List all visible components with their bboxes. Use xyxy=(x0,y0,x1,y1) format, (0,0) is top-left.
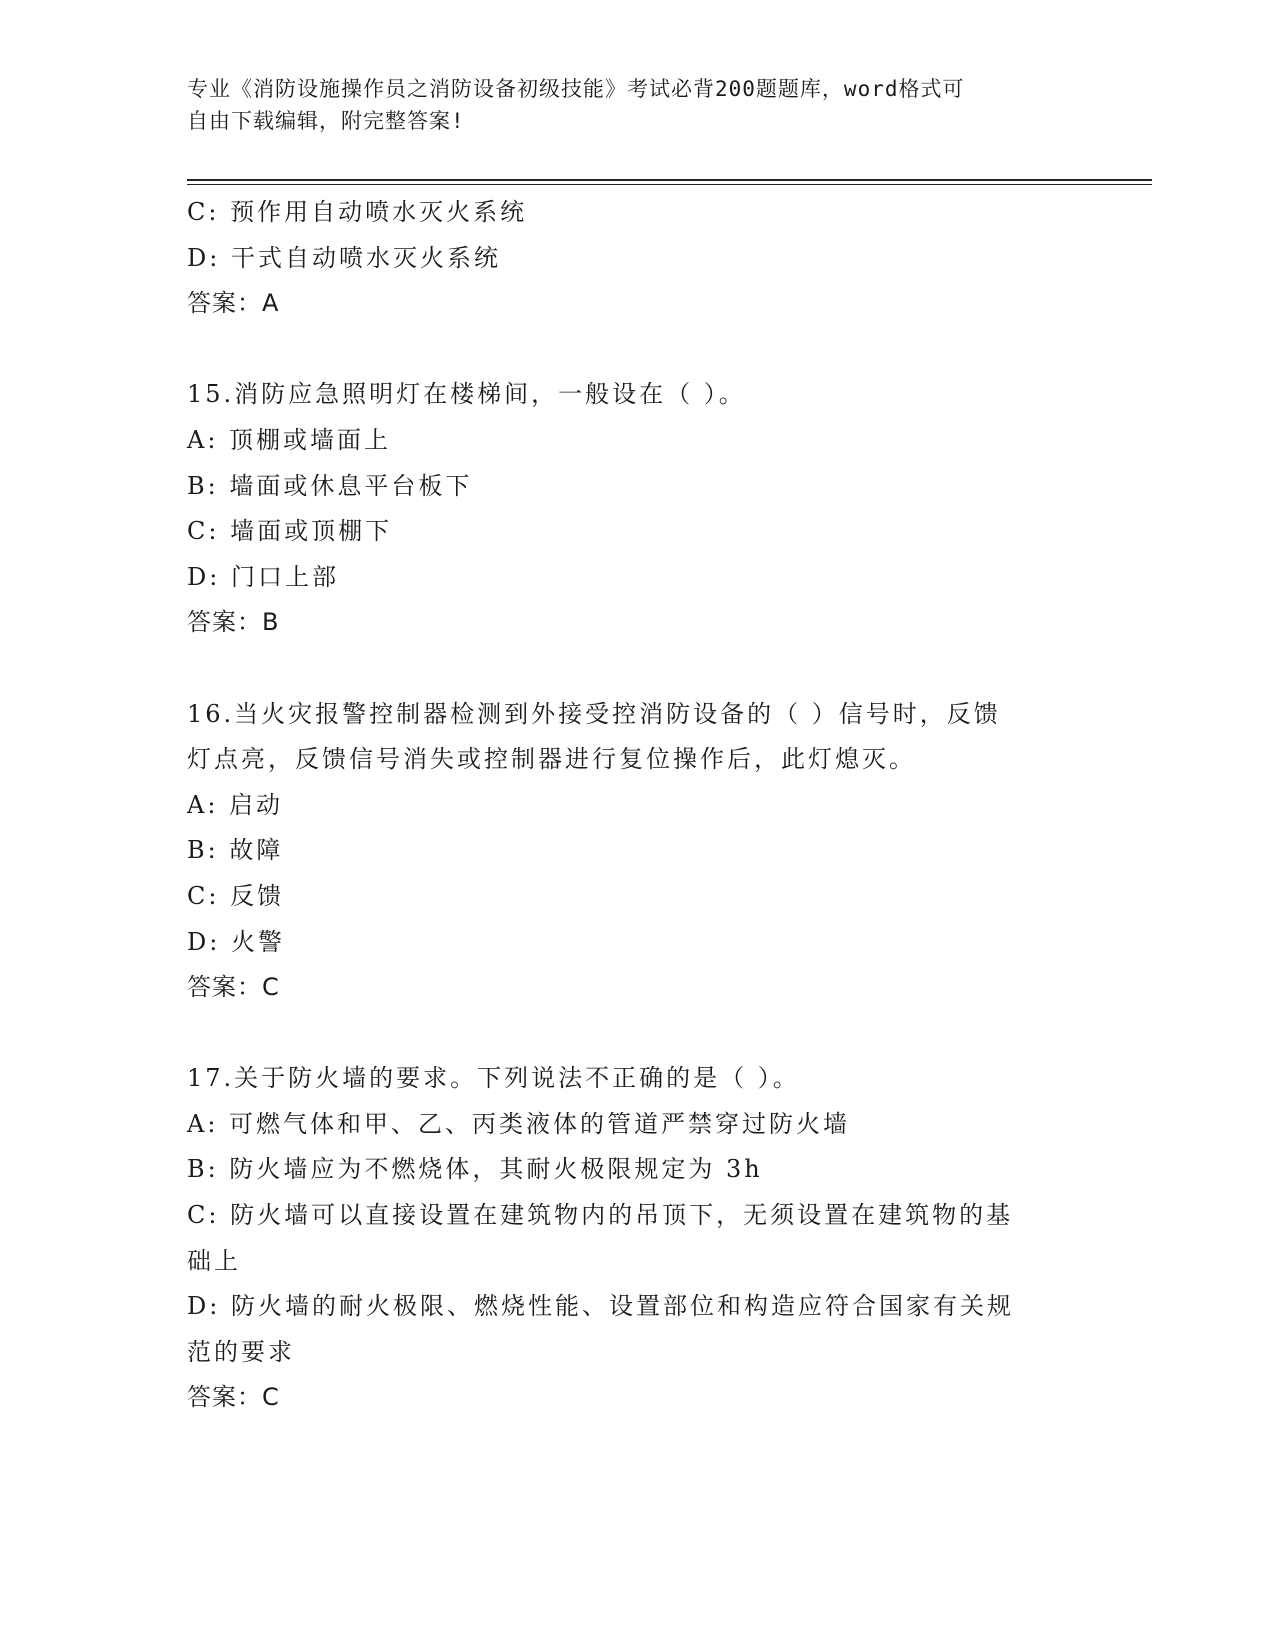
document-header xyxy=(187,73,1067,137)
option-d: D: 火警 xyxy=(187,927,285,956)
header-divider-thick xyxy=(187,179,1152,181)
option-d-line-1: D: 防火墙的耐火极限、燃烧性能、设置部位和构造应符合国家有关规 xyxy=(187,1292,1014,1321)
question-block-17 xyxy=(187,1056,1067,1421)
option-a: A: 可燃气体和甲、乙、丙类液体的管道严禁穿过防火墙 xyxy=(187,1109,851,1138)
question-stem: 17.关于防火墙的要求。下列说法不正确的是（ ）。 xyxy=(187,1064,800,1093)
answer-line: 答案：A xyxy=(187,289,280,318)
question-block-15 xyxy=(187,372,1067,646)
option-a: A: 顶棚或墙面上 xyxy=(187,425,392,454)
question-stem-line-2: 灯点亮，反馈信号消失或控制器进行复位操作后，此灯熄灭。 xyxy=(187,745,916,774)
option-c: C: 反馈 xyxy=(187,881,285,910)
answer-line: 答案：C xyxy=(187,973,280,1002)
question-block-previous xyxy=(187,190,1067,327)
question-stem-line-1: 16.当火灾报警控制器检测到外接受控消防设备的（ ）信号时，反馈 xyxy=(187,699,1001,728)
option-d: D: 干式自动喷水灭火系统 xyxy=(187,243,501,272)
header-divider-thin xyxy=(187,184,1152,185)
header-line-1: 专业《消防设施操作员之消防设备初级技能》考试必背200题题库，word格式可 xyxy=(187,77,965,101)
option-b: B: 墙面或休息平台板下 xyxy=(187,471,473,500)
option-c: C: 预作用自动喷水灭火系统 xyxy=(187,198,528,226)
option-b: B: 防火墙应为不燃烧体，其耐火极限规定为 3h xyxy=(187,1155,763,1184)
spacer xyxy=(187,327,1067,373)
option-d-line-2: 范的要求 xyxy=(187,1337,295,1366)
header-line-2: 自由下载编辑，附完整答案! xyxy=(187,109,465,133)
question-list xyxy=(187,190,1067,1421)
question-block-16 xyxy=(187,692,1067,1011)
option-d: D: 门口上部 xyxy=(187,562,339,591)
option-c-line-1: C: 防火墙可以直接设置在建筑物内的吊顶下，无须设置在建筑物的基 xyxy=(187,1201,1014,1230)
answer-line: 答案：C xyxy=(187,1383,280,1412)
option-a: A: 启动 xyxy=(187,790,284,819)
option-b: B: 故障 xyxy=(187,836,284,865)
spacer xyxy=(187,1011,1067,1057)
option-c-line-2: 础上 xyxy=(187,1246,241,1275)
answer-line: 答案：B xyxy=(187,608,280,637)
spacer xyxy=(187,646,1067,692)
question-stem: 15.消防应急照明灯在楼梯间，一般设在（ ）。 xyxy=(187,380,746,409)
option-c: C: 墙面或顶棚下 xyxy=(187,517,393,546)
